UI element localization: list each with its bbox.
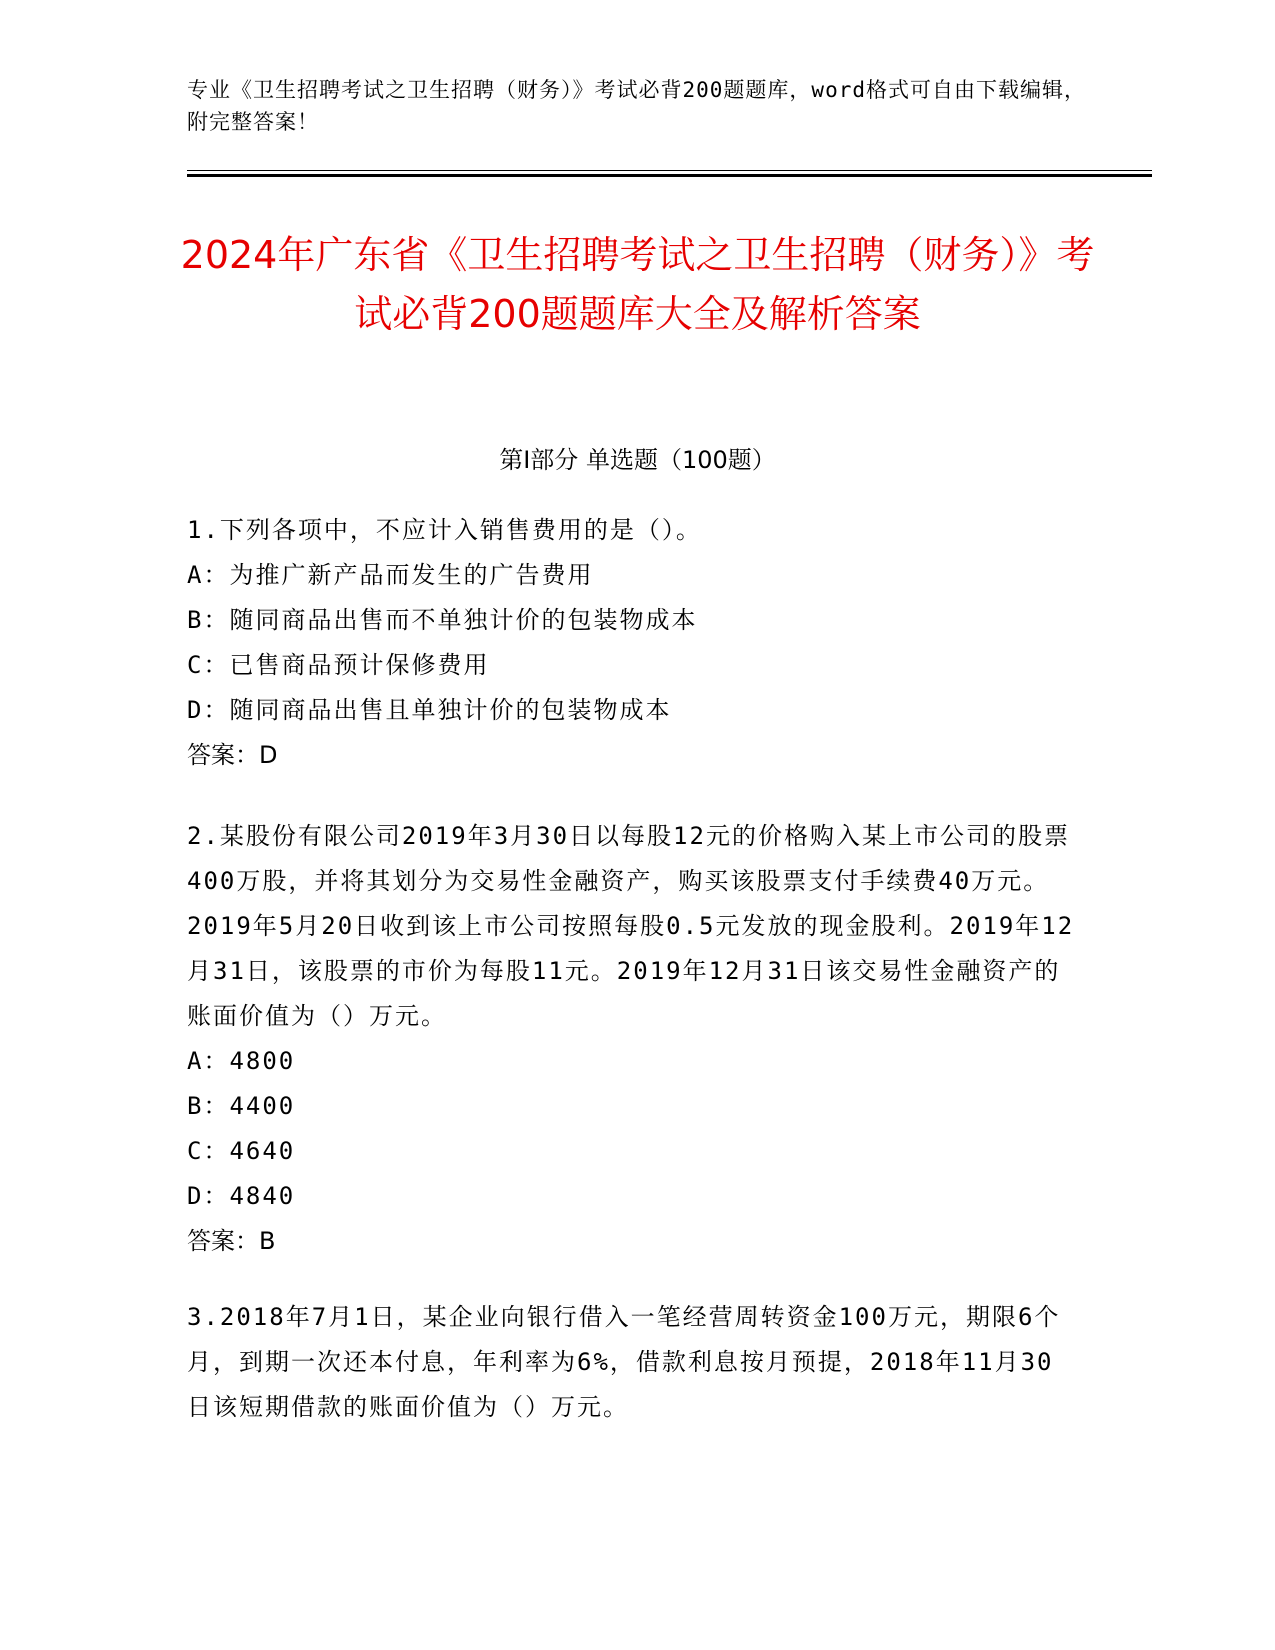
option-c: C：4640	[187, 1137, 296, 1165]
question-stem: 2.某股份有限公司2019年3月30日以每股12元的价格购入某上市公司的股票400万股，并将其划分为交易性金融资产，购买该股票支付手续费40万元。2019年5月20日收到该上市公司按照每股0.5元发放的现金股利。2019年12月31日，该股票的市价为每股11元。2019年12月31日该交易性金融资产的账面价值为（）万元。	[187, 822, 1075, 1030]
option-d: D：4840	[187, 1182, 296, 1210]
question-stem: 3.2018年7月1日，某企业向银行借入一笔经营周转资金100万元，期限6个月，到期一次还本付息，年利率为6%，借款利息按月预提，2018年11月30日该短期借款的账面价值为（）万元。	[187, 1303, 1061, 1421]
question-stem: 1.下列各项中，不应计入销售费用的是（）。	[187, 516, 702, 544]
option-d: D：随同商品出售且单独计价的包装物成本	[187, 696, 672, 724]
document-title: 2024年广东省《卫生招聘考试之卫生招聘（财务）》考试必背200题题库大全及解析答案	[180, 233, 1095, 336]
header-rule-thin	[187, 170, 1152, 171]
answer: 答案：D	[187, 741, 278, 769]
option-b: B：4400	[187, 1092, 296, 1120]
header-rule-thick	[187, 174, 1152, 177]
question-3	[187, 1295, 1077, 1430]
option-c: C：已售商品预计保修费用	[187, 651, 490, 679]
option-a: A：为推广新产品而发生的广告费用	[187, 561, 594, 589]
question-1	[187, 508, 1087, 778]
intro-text: 专业《卫生招聘考试之卫生招聘（财务）》考试必背200题题库，word格式可自由下载编辑，附完整答案！	[187, 78, 1086, 134]
answer: 答案：B	[187, 1227, 276, 1255]
question-2	[187, 814, 1077, 1264]
option-b: B：随同商品出售而不单独计价的包装物成本	[187, 606, 698, 634]
section-title: 第I部分 单选题（100题）	[499, 446, 776, 474]
option-a: A：4800	[187, 1047, 296, 1075]
